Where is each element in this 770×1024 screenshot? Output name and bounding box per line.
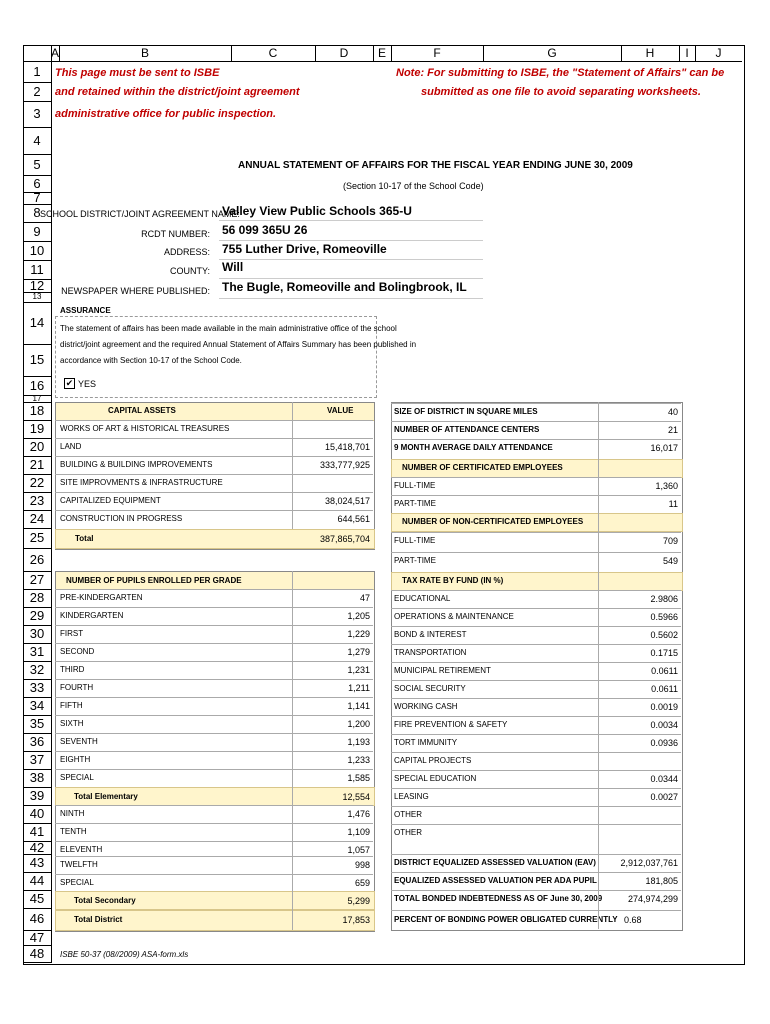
row-divider bbox=[55, 661, 373, 662]
assurance-text-1: The statement of affairs has been made available in the main administrative office of the school bbox=[60, 324, 397, 333]
assurance-checkbox-label: YES bbox=[78, 379, 97, 389]
row-number[interactable]: 36 bbox=[23, 733, 52, 752]
column-divider bbox=[292, 571, 293, 930]
pupil-grade-count[interactable]: 998 bbox=[354, 860, 370, 870]
pupil-grade-label: SPECIAL bbox=[60, 878, 94, 887]
row-number[interactable]: 48 bbox=[23, 945, 52, 963]
column-header-b[interactable]: B bbox=[59, 45, 232, 62]
certificated-part-time-value[interactable]: 11 bbox=[668, 499, 678, 509]
row-divider bbox=[55, 697, 373, 698]
row-number[interactable]: 11 bbox=[23, 260, 52, 280]
capital-asset-label: SITE IMPROVMENTS & INFRASTRUCTURE bbox=[60, 478, 223, 487]
column-divider bbox=[598, 402, 599, 929]
row-number[interactable]: 17 bbox=[23, 395, 52, 403]
assurance-text-3: accordance with Section 10-17 of the School Code. bbox=[60, 356, 242, 365]
row-divider bbox=[391, 806, 681, 807]
row-divider bbox=[391, 752, 681, 753]
column-header-h[interactable]: H bbox=[621, 45, 680, 62]
total-district-value: 17,853 bbox=[342, 915, 370, 925]
row-divider bbox=[391, 716, 681, 717]
row-divider bbox=[55, 625, 373, 626]
total-elementary-label: Total Elementary bbox=[74, 792, 138, 801]
column-header-e[interactable]: E bbox=[373, 45, 392, 62]
newspaper-field[interactable]: The Bugle, Romeoville and Bolingbrook, IL bbox=[222, 280, 467, 294]
row-number[interactable]: 34 bbox=[23, 697, 52, 716]
row-number[interactable]: 26 bbox=[23, 548, 52, 572]
row-divider bbox=[391, 872, 681, 873]
pupil-grade-label: NINTH bbox=[60, 809, 85, 818]
row-divider bbox=[391, 608, 681, 609]
pupil-grade-count[interactable]: 1,233 bbox=[347, 755, 370, 765]
eav-per-ada-value[interactable]: 181,805 bbox=[645, 876, 678, 886]
row-number[interactable]: 4 bbox=[23, 127, 52, 155]
tax-rate-value[interactable]: 0.5966 bbox=[650, 612, 678, 622]
row-divider bbox=[55, 856, 373, 857]
tax-rate-label: CAPITAL PROJECTS bbox=[394, 756, 472, 765]
certificated-header: NUMBER OF CERTIFICATED EMPLOYEES bbox=[402, 463, 563, 472]
capital-asset-value[interactable]: 15,418,701 bbox=[324, 442, 370, 452]
capital-total-label: Total bbox=[75, 534, 94, 543]
notice-line-1: This page must be sent to ISBE bbox=[55, 67, 220, 79]
row-number[interactable]: 46 bbox=[23, 908, 52, 931]
tax-rate-value[interactable]: 0.0611 bbox=[651, 666, 678, 676]
row-divider bbox=[391, 477, 681, 478]
tax-rate-value[interactable]: 0.0344 bbox=[650, 774, 678, 784]
address-label: ADDRESS: bbox=[163, 247, 210, 257]
row-divider bbox=[391, 421, 681, 422]
row-number[interactable]: 33 bbox=[23, 679, 52, 698]
eav-per-ada-label: EQUALIZED ASSESSED VALUATION PER ADA PUPIL bbox=[394, 876, 597, 885]
row-divider bbox=[55, 823, 373, 824]
pupil-grade-count[interactable]: 1,109 bbox=[347, 827, 370, 837]
row-divider bbox=[55, 510, 373, 511]
row-divider bbox=[391, 644, 681, 645]
county-field[interactable]: Will bbox=[222, 260, 244, 274]
tax-rate-value[interactable]: 0.1715 bbox=[650, 648, 678, 658]
district-size-label: SIZE OF DISTRICT IN SQUARE MILES bbox=[394, 407, 538, 416]
pupil-grade-label: SECOND bbox=[60, 647, 95, 656]
tax-rate-label: OTHER bbox=[394, 810, 422, 819]
row-divider bbox=[55, 751, 373, 752]
row-divider bbox=[55, 456, 373, 457]
assurance-title: ASSURANCE bbox=[60, 306, 111, 315]
row-number[interactable]: 37 bbox=[23, 751, 52, 770]
row-divider bbox=[55, 841, 373, 842]
attendance-centers-label: NUMBER OF ATTENDANCE CENTERS bbox=[394, 425, 540, 434]
tax-rate-label: FIRE PREVENTION & SAFETY bbox=[394, 720, 508, 729]
row-number[interactable]: 45 bbox=[23, 890, 52, 909]
column-header-a[interactable]: A bbox=[51, 46, 60, 60]
field-underline bbox=[219, 240, 483, 241]
row-number[interactable]: 15 bbox=[23, 344, 52, 377]
row-divider bbox=[391, 495, 681, 496]
pupil-grade-count[interactable]: 1,211 bbox=[348, 683, 370, 693]
capital-asset-label: CONSTRUCTION IN PROGRESS bbox=[60, 514, 183, 523]
pupil-grade-label: SIXTH bbox=[60, 719, 84, 728]
row-number[interactable]: 42 bbox=[23, 841, 52, 855]
eav-value[interactable]: 2,912,037,761 bbox=[620, 858, 678, 868]
capital-asset-label: BUILDING & BUILDING IMPROVEMENTS bbox=[60, 460, 213, 469]
pupil-grade-label: ELEVENTH bbox=[60, 845, 103, 854]
row-divider bbox=[391, 698, 681, 699]
capital-asset-value[interactable]: 38,024,517 bbox=[324, 496, 370, 506]
row-divider bbox=[391, 854, 681, 855]
column-header-f[interactable]: F bbox=[391, 45, 484, 62]
row-divider bbox=[391, 770, 681, 771]
district-size-value[interactable]: 40 bbox=[667, 407, 678, 417]
tax-rate-label: OTHER bbox=[394, 828, 422, 837]
row-divider bbox=[55, 643, 373, 644]
district-name-field[interactable]: Valley View Public Schools 365-U bbox=[222, 204, 412, 218]
column-header-j[interactable]: J bbox=[695, 45, 742, 62]
field-underline bbox=[219, 298, 483, 299]
row-number[interactable]: 39 bbox=[23, 787, 52, 806]
tax-rate-value[interactable]: 0.0936 bbox=[650, 738, 678, 748]
pupil-grade-label: FOURTH bbox=[60, 683, 94, 692]
rcdt-label: RCDT NUMBER: bbox=[141, 229, 210, 239]
row-number[interactable]: 41 bbox=[23, 823, 52, 842]
district-name-label: SCHOOL DISTRICT/JOINT AGREEMENT NAME: bbox=[40, 209, 240, 219]
tax-rate-value[interactable]: 0.0034 bbox=[650, 720, 678, 730]
row-number[interactable]: 1 bbox=[23, 61, 52, 83]
row-number[interactable]: 23 bbox=[23, 492, 52, 511]
capital-asset-label: WORKS OF ART & HISTORICAL TREASURES bbox=[60, 424, 230, 433]
row-number[interactable]: 47 bbox=[23, 930, 52, 946]
pupil-grade-count[interactable]: 1,141 bbox=[347, 701, 370, 711]
rcdt-field[interactable]: 56 099 365U 26 bbox=[222, 223, 308, 237]
value-header: VALUE bbox=[327, 406, 354, 415]
row-divider bbox=[391, 590, 681, 591]
pupil-grade-label: PRE-KINDERGARTEN bbox=[60, 593, 143, 602]
row-number[interactable]: 2 bbox=[23, 82, 52, 102]
column-header-row bbox=[23, 45, 743, 61]
submission-note-2: submitted as one file to avoid separating worksheets. bbox=[421, 86, 701, 98]
certificated-full-time-value[interactable]: 1,360 bbox=[655, 481, 678, 491]
row-number[interactable]: 21 bbox=[23, 456, 52, 475]
noncertificated-part-time-label: PART-TIME bbox=[394, 556, 436, 565]
pupil-grade-label: EIGHTH bbox=[60, 755, 91, 764]
pupil-grade-count[interactable]: 1,193 bbox=[347, 737, 370, 747]
row-divider bbox=[391, 734, 681, 735]
noncertificated-part-time-value[interactable]: 549 bbox=[662, 556, 678, 566]
row-number[interactable]: 16 bbox=[23, 376, 52, 396]
row-divider bbox=[55, 438, 373, 439]
pupil-grade-count[interactable]: 659 bbox=[354, 878, 370, 888]
capital-assets-header: CAPITAL ASSETS bbox=[108, 406, 176, 415]
capital-asset-label: LAND bbox=[60, 442, 82, 451]
bonded-indebtedness-value[interactable]: 274,974,299 bbox=[627, 894, 678, 904]
page-subtitle: (Section 10-17 of the School Code) bbox=[343, 181, 484, 191]
pupil-grade-label: SPECIAL bbox=[60, 773, 94, 782]
tax-rate-label: SOCIAL SECURITY bbox=[394, 684, 466, 693]
bonding-power-value[interactable]: 0.68 bbox=[624, 915, 642, 925]
pupil-grade-count[interactable]: 1,205 bbox=[347, 611, 370, 621]
row-number[interactable]: 12 bbox=[23, 279, 52, 293]
pupil-grade-label: TENTH bbox=[60, 827, 87, 836]
column-header-corner bbox=[23, 45, 52, 62]
newspaper-label: NEWSPAPER WHERE PUBLISHED: bbox=[61, 286, 210, 296]
certificated-full-time-label: FULL-TIME bbox=[394, 481, 436, 490]
noncertificated-full-time-label: FULL-TIME bbox=[394, 536, 436, 545]
pupil-grade-count[interactable]: 1,476 bbox=[347, 809, 370, 819]
tax-rate-label: TORT IMMUNITY bbox=[394, 738, 458, 747]
page-title: ANNUAL STATEMENT OF AFFAIRS FOR THE FISCAL YEAR ENDING JUNE 30, 2009 bbox=[238, 160, 633, 171]
bonded-indebtedness-label: TOTAL BONDED INDEBTEDNESS AS OF June 30, 2009 bbox=[394, 894, 603, 903]
tax-rate-value[interactable]: 0.0027 bbox=[650, 792, 678, 802]
row-number[interactable]: 38 bbox=[23, 769, 52, 788]
pupil-grade-label: TWELFTH bbox=[60, 860, 98, 869]
pupil-grade-label: THIRD bbox=[60, 665, 85, 674]
check-icon: ✔ bbox=[65, 378, 74, 388]
pupil-grade-count[interactable]: 1,279 bbox=[347, 647, 370, 657]
row-number[interactable]: 10 bbox=[23, 241, 52, 261]
row-divider bbox=[55, 420, 373, 421]
tax-rate-label: MUNICIPAL RETIREMENT bbox=[394, 666, 491, 675]
row-number[interactable]: 35 bbox=[23, 715, 52, 734]
average-daily-attendance-label: 9 MONTH AVERAGE DAILY ATTENDANCE bbox=[394, 443, 553, 452]
row-divider bbox=[391, 626, 681, 627]
row-divider bbox=[55, 805, 373, 806]
row-number[interactable]: 31 bbox=[23, 643, 52, 662]
total-secondary-value: 5,299 bbox=[347, 896, 370, 906]
column-header-d[interactable]: D bbox=[315, 45, 374, 62]
row-number[interactable]: 30 bbox=[23, 625, 52, 644]
row-number[interactable]: 18 bbox=[23, 402, 52, 421]
row-number[interactable]: 40 bbox=[23, 805, 52, 824]
row-divider bbox=[55, 492, 373, 493]
tax-rate-value[interactable]: 0.0611 bbox=[651, 684, 678, 694]
tax-rate-label: SPECIAL EDUCATION bbox=[394, 774, 477, 783]
attendance-centers-value[interactable]: 21 bbox=[667, 425, 678, 435]
total-secondary-label: Total Secondary bbox=[74, 896, 136, 905]
tax-rate-value[interactable]: 0.0019 bbox=[650, 702, 678, 712]
address-field[interactable]: 755 Luther Drive, Romeoville bbox=[222, 242, 387, 256]
bonding-power-label: PERCENT OF BONDING POWER OBLIGATED CURRENTLY bbox=[394, 915, 618, 924]
row-number[interactable]: 25 bbox=[23, 528, 52, 549]
row-divider bbox=[391, 680, 681, 681]
pupil-grade-label: FIRST bbox=[60, 629, 84, 638]
row-number[interactable]: 44 bbox=[23, 872, 52, 891]
total-elementary-value: 12,554 bbox=[342, 792, 370, 802]
row-divider bbox=[55, 589, 373, 590]
row-divider bbox=[391, 662, 681, 663]
row-divider bbox=[55, 769, 373, 770]
row-divider bbox=[55, 733, 373, 734]
pupil-grade-count[interactable]: 1,585 bbox=[347, 773, 370, 783]
row-number[interactable]: 8 bbox=[23, 204, 52, 223]
row-number[interactable]: 3 bbox=[23, 101, 52, 128]
tax-rate-label: TRANSPORTATION bbox=[394, 648, 467, 657]
row-divider bbox=[55, 607, 373, 608]
tax-rate-label: OPERATIONS & MAINTENANCE bbox=[394, 612, 514, 621]
form-footer: ISBE 50-37 (08//2009) ASA-form.xls bbox=[60, 950, 189, 959]
row-divider bbox=[55, 715, 373, 716]
capital-total-value: 387,865,704 bbox=[319, 534, 370, 544]
tax-rate-header: TAX RATE BY FUND (IN %) bbox=[402, 576, 504, 585]
row-divider bbox=[391, 788, 681, 789]
field-underline bbox=[219, 220, 483, 221]
tax-rate-value[interactable]: 2.9806 bbox=[650, 594, 678, 604]
row-number[interactable]: 28 bbox=[23, 589, 52, 608]
row-divider bbox=[391, 439, 681, 440]
county-label: COUNTY: bbox=[169, 266, 210, 276]
row-number[interactable]: 9 bbox=[23, 222, 52, 242]
pupil-grade-count[interactable]: 47 bbox=[359, 593, 370, 603]
pupil-grade-label: KINDERGARTEN bbox=[60, 611, 124, 620]
pupil-grade-count[interactable]: 1,231 bbox=[347, 665, 370, 675]
tax-rate-label: LEASING bbox=[394, 792, 429, 801]
row-number[interactable]: 6 bbox=[23, 175, 52, 193]
pupils-header: NUMBER OF PUPILS ENROLLED PER GRADE bbox=[66, 576, 242, 585]
total-district-label: Total District bbox=[74, 915, 123, 924]
row-number[interactable]: 19 bbox=[23, 420, 52, 439]
notice-line-2: and retained within the district/joint agreement bbox=[55, 86, 300, 98]
column-header-c[interactable]: C bbox=[231, 45, 316, 62]
row-number[interactable]: 14 bbox=[23, 302, 52, 345]
row-number[interactable]: 43 bbox=[23, 854, 52, 873]
pupil-grade-count[interactable]: 1,229 bbox=[347, 629, 370, 639]
column-header-g[interactable]: G bbox=[483, 45, 622, 62]
certificated-part-time-label: PART-TIME bbox=[394, 499, 436, 508]
row-number[interactable]: 22 bbox=[23, 474, 52, 493]
row-number[interactable]: 27 bbox=[23, 571, 52, 590]
row-divider bbox=[391, 910, 681, 911]
noncertificated-full-time-value[interactable]: 709 bbox=[662, 536, 678, 546]
capital-asset-value[interactable]: 333,777,925 bbox=[319, 460, 370, 470]
column-header-i[interactable]: I bbox=[679, 45, 696, 62]
row-divider bbox=[391, 532, 681, 533]
noncertificated-header: NUMBER OF NON-CERTIFICATED EMPLOYEES bbox=[402, 517, 584, 526]
pupil-grade-label: SEVENTH bbox=[60, 737, 98, 746]
row-number[interactable]: 20 bbox=[23, 438, 52, 457]
pupil-grade-label: FIFTH bbox=[60, 701, 83, 710]
row-number[interactable]: 7 bbox=[23, 192, 52, 205]
row-number[interactable]: 32 bbox=[23, 661, 52, 680]
assurance-text-2: district/joint agreement and the required Annual Statement of Affairs Summary has been published in bbox=[60, 340, 417, 349]
field-underline bbox=[219, 259, 483, 260]
tax-rate-label: WORKING CASH bbox=[394, 702, 458, 711]
row-number[interactable]: 29 bbox=[23, 607, 52, 626]
column-divider bbox=[292, 402, 293, 548]
row-divider bbox=[55, 679, 373, 680]
field-underline bbox=[219, 278, 483, 279]
row-number[interactable]: 13 bbox=[23, 292, 52, 303]
capital-asset-value[interactable]: 644,561 bbox=[337, 514, 370, 524]
assurance-checkbox[interactable] bbox=[64, 378, 75, 389]
notice-line-3: administrative office for public inspection. bbox=[55, 108, 277, 120]
row-divider bbox=[391, 403, 681, 404]
row-divider bbox=[391, 824, 681, 825]
submission-note-1: Note: For submitting to ISBE, the "Statement of Affairs" can be bbox=[396, 67, 725, 79]
average-daily-attendance-value[interactable]: 16,017 bbox=[650, 443, 678, 453]
row-divider bbox=[55, 874, 373, 875]
row-divider bbox=[391, 890, 681, 891]
capital-asset-label: CAPITALIZED EQUIPMENT bbox=[60, 496, 161, 505]
row-divider bbox=[391, 552, 681, 553]
tax-rate-label: EDUCATIONAL bbox=[394, 594, 451, 603]
tax-rate-label: BOND & INTEREST bbox=[394, 630, 467, 639]
tax-rate-value[interactable]: 0.5602 bbox=[650, 630, 678, 640]
row-number[interactable]: 5 bbox=[23, 154, 52, 176]
row-number[interactable]: 24 bbox=[23, 510, 52, 529]
pupil-grade-count[interactable]: 1,200 bbox=[347, 719, 370, 729]
row-divider bbox=[55, 474, 373, 475]
pupil-grade-count[interactable]: 1,057 bbox=[347, 845, 370, 855]
eav-label: DISTRICT EQUALIZED ASSESSED VALUATION (EAV) bbox=[394, 858, 596, 867]
